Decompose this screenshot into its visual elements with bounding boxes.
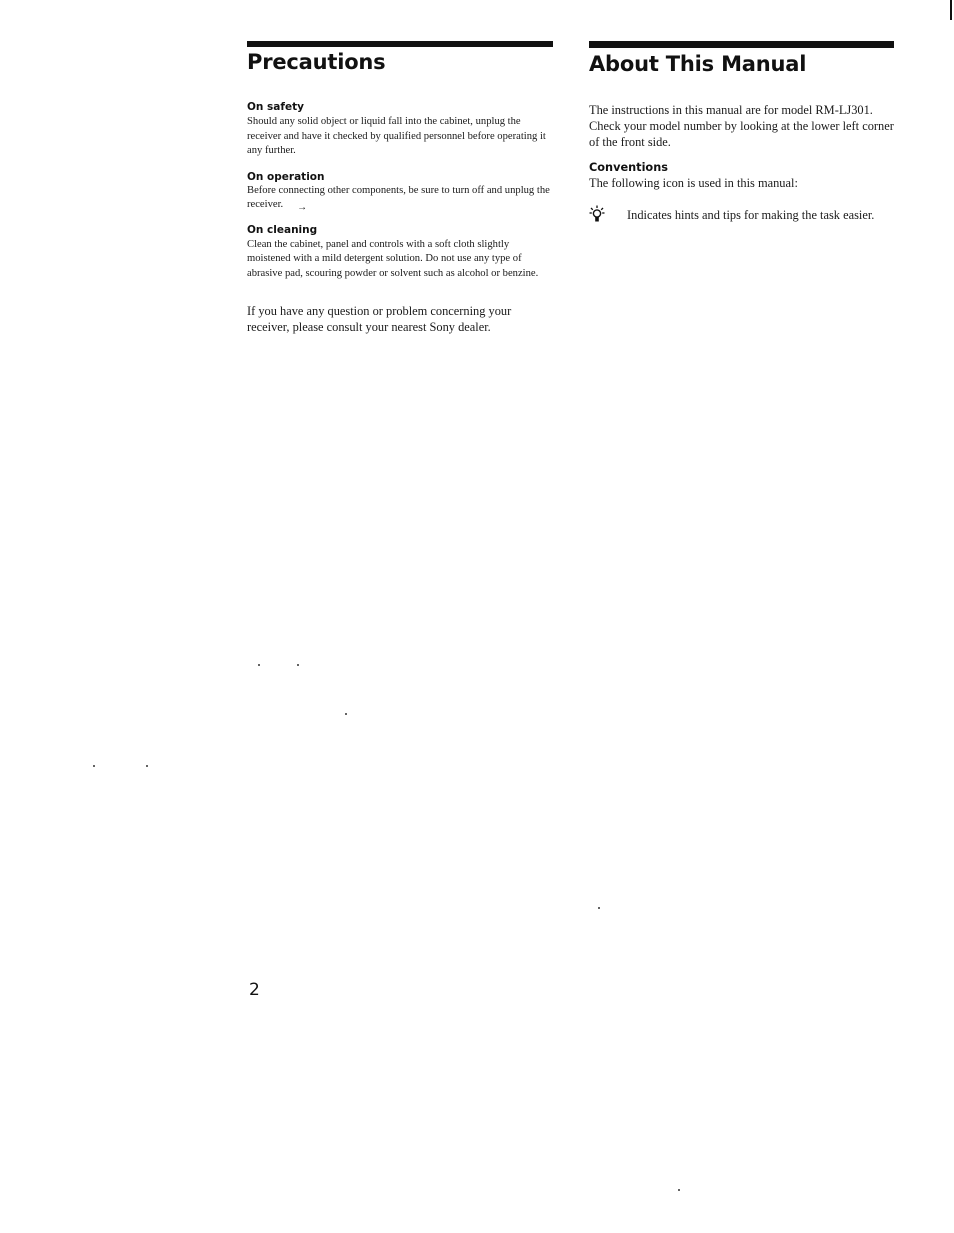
section-rule xyxy=(247,41,553,47)
scan-speck xyxy=(598,907,600,909)
closing-text: If you have any question or problem concerning your receiver, please consult your nearest Sony dealer. xyxy=(247,304,512,334)
arrow-mark-icon: → xyxy=(297,202,308,213)
cleaning-heading: On cleaning xyxy=(247,223,318,236)
safety-heading: On safety xyxy=(247,101,304,113)
cleaning-text: Clean the cabinet, panel and controls with a soft cloth slightly moistened with a mild detergent solution. Do not use any type of abrasive pad, scouring powder or solvent such as alcohol or benzine. xyxy=(247,238,539,279)
conventions-text: The following icon is used in this manual: xyxy=(589,176,798,190)
about-manual-column xyxy=(589,41,894,223)
scan-speck xyxy=(678,1189,680,1191)
intro-text: The instructions in this manual are for model RM-LJ301. Check your model number by looking at the lower left corner of the front side. xyxy=(589,103,894,149)
precautions-title: Precautions xyxy=(247,50,386,74)
operation-section xyxy=(247,171,553,213)
lightbulb-icon xyxy=(589,205,605,223)
safety-text: Should any solid object or liquid fall into the cabinet, unplug the receiver and have it checked by qualified personnel before operating it any further. xyxy=(247,116,546,156)
about-manual-title: About This Manual xyxy=(589,52,807,76)
cleaning-section xyxy=(247,224,553,282)
operation-text: Before connecting other components, be sure to turn off and unplug the receiver. xyxy=(247,184,550,210)
scan-speck xyxy=(146,765,148,767)
scan-speck xyxy=(297,664,299,666)
scan-speck xyxy=(258,664,260,666)
operation-heading: On operation xyxy=(247,170,325,183)
scan-speck xyxy=(93,765,95,767)
precautions-column xyxy=(247,41,553,335)
page-edge-mark xyxy=(950,0,952,20)
section-rule xyxy=(589,41,894,48)
conventions-heading: Conventions xyxy=(589,161,668,174)
safety-section xyxy=(247,101,553,159)
hint-text: Indicates hints and tips for making the task easier. xyxy=(627,208,875,222)
operation-text-wrap xyxy=(247,184,553,213)
scan-speck xyxy=(345,713,347,715)
hint-legend-row xyxy=(589,207,894,223)
page-number: 2 xyxy=(249,980,260,1000)
